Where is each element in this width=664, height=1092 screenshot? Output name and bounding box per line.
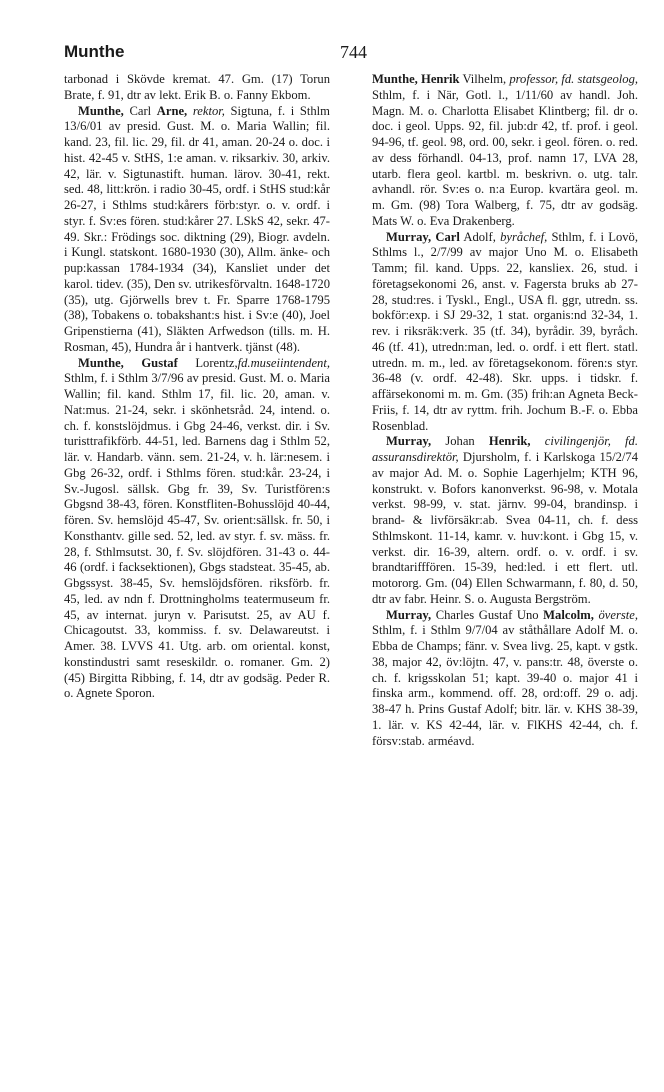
entry-occupation: överste, <box>598 607 638 622</box>
entry-surname: Murray, <box>386 434 432 449</box>
entry-given-names: Adolf, <box>463 229 496 244</box>
left-column <box>64 72 330 702</box>
right-column <box>372 72 638 749</box>
entry-occupation: fd.museiintendent, <box>237 355 330 370</box>
entry-body: Sthlm, f. i Lovö, Sthlms l., 2/7/99 av major Uno M. o. Elisabeth Tamm; fil. kand. Upps. 22, kansliex. 26, stud. i företagsekonomi 26, anst. v. Fagersta bruks ab 27-28, stud:res. i Tyskl., Engl., USA fl. ggr, utredn. ss. bokför:exp. i SJ 29-32, 1 stat. organis:nd 32-34, 1. rev. i riksräk:verk. 35 (tf. 34), byrådir. 39, byråch. 46 (tf. 41), utredn:man, led. o. ordf. i ett flert. statl. utredn. m. m., led. av företagsekonom. fören:s styr. 36-48 (v. ordf. 42-48). Skr. upps. i tidskr. f. affärsekonomi m. m. Gm. (35) frih:an Agneta Beck-Friis, f. 14, dtr av ryttm. frih. Jochum B.-F. o. Ebba Rosenblad. <box>372 229 638 433</box>
entry-body: Djursholm, f. i Karlskoga 15/2/74 av major Ad. M. o. Sophie Lagerhjelm; KTH 96, konstrukt. v. Bofors kanonverkst. 96-98, v. Motala verkst. 98-99, v. stat. järnv. 99-04, brandinsp. i brand- & livförsäkr:ab. Svea 04-11, ch. f. dess Sthlmskont. 11-14, kamr. v. huv:kont. i Gbg 15, v. verkst. dir. 16-39, altern. ordf. o. v. ordf. i sv. brandtarifffören. 15-39, hed:led. i ett flert. utl. motororg. Gm. (04) Ellen Schwarmann, f. 80, d. 50, dtr av fabr. Heinr. S. o. Augusta Bergström. <box>372 450 638 606</box>
entry-munthe-carl-arne <box>64 104 330 356</box>
entry-occupation: civilingenjör, fd. assuransdirektör, <box>372 434 638 464</box>
entry-given-names: Carl Arne, <box>129 103 188 118</box>
entry-munthe-henrik <box>372 72 638 230</box>
entry-murray-johan-henrik <box>372 434 638 607</box>
entry-occupation: byråchef, <box>500 229 548 244</box>
entry-given-name-bold: Henrik <box>421 72 460 86</box>
entry-surname: Munthe, <box>78 103 124 118</box>
entry-surname: Munthe, <box>78 355 124 370</box>
entry-given-name-bold: Malcolm, <box>543 607 594 622</box>
entry-occupation: rektor, <box>192 103 225 118</box>
entry-munthe-gustaf <box>64 356 330 703</box>
entry-occupation: professor, fd. statsgeolog, <box>509 72 639 86</box>
running-header-word: Munthe <box>64 42 125 61</box>
entry-given-names: Charles Gustaf Uno <box>435 607 539 622</box>
entry-surname: Murray, <box>386 607 432 622</box>
entry-body: Sthlm, f. i Sthlm 3/7/96 av presid. Gust. M. o. Maria Wallin; fil. kand. Sthlm 17, fil. lic. 20, aman. v. Nat:mus. 21-24, sekr. i skönhetsråd. 24, intend. o. ch. f. konstslöjdmus. i Gbg 24-46, verkst. dir. i Sv. turisttrafikförb. 44-51, led. Barnens dag i Sthlm 52, lär. v. Handarb. vänn. sem. 21-24, v. h. lär:nesem. i Gbg 26-32, ordf. i Sthlms fören. stud:kår. 23-24, i Sv.-Jugosl. sällsk. Gbg fr. 39, Sv. Turistfören:s Gbgsnd 38-43, fören. Konstfliten-Bohusslöjd 40-44, fören. Sv. hemslöjd 45-47, Sv. orient:sällsk. fr. 50, i Konsthantv. gille sed. 52, led. av styr. f. sv. mäss. fr. 28, f. Sthlmsutst. 30, f. Sv. slöjdfören. 31-43 o. 44-46 (ordf. i facksektionen), Gbgs stadsteat. 35-45, ab. Gbgssyst. 38-45, Sv. hemslöjdsfören. riksförb. fr. 45, led. av ndn f. Drottningholms teatermuseum fr. 45, av internat. juryn v. Parisutst. 25, av AU f. Chicagoutst. 33, kommiss. f. sv. Delawareutst. i Amer. 38. LVVS 41. Utg. arb. om oriental. konst, konstindustri samt reseskildr. o. romaner. Gm. 2) (45) Birgitta Ribbing, f. 14, dtr av godsäg. Peder R. o. Agnete Sporon. <box>64 371 330 701</box>
continued-entry-text: tarbonad i Skövde kremat. 47. Gm. (17) Torun Brate, f. 91, dtr av lekt. Erik B. o. Fanny Ekbom. <box>64 72 330 102</box>
entry-body: Sigtuna, f. i Sthlm 13/6/01 av presid. Gust. M. o. Maria Wallin; fil. kand. 23, fil. lic. 29, fil. dr 41, aman. 20-24 o. doc. i hist. 42-45 v. StHS, 1:e aman. v. riksarkiv. 30, arkiv. 42, lär. v. Sigtunastift. human. lärov. 30-41, rekt. sed. 48, litt:krön. i radio 30-45, ordf. i StHS stud:kår 26-27, i Sthlms stud:kårers förb:styr. o. v. ordf. i styr. f. Sv:es fören. stud:kårer 27. LSkS 42, sekr. 47-49. Skr.: Frödings soc. diktning (29), Biogr. avdeln. i Kungl. statskont. 1680-1930 (30), Allm. änke- och pup:kassan 1784-1934 (34), Kansliet under det karol. tidev. (35), Den sv. utrikesförvaltn. 1648-1720 (35), utg. Gjörwells brev t. Fr. Sparre 1768-1795 (38), Tobakens o. tobakshant:s hist. i Sv:e (40), Joel Gripenstierna (41), Släkten Arfwedson (tills. m. H. Rosman, 45), Hundra år i hantverk. tjänst (48). <box>64 103 330 354</box>
entry-murray-malcolm <box>372 608 638 750</box>
entry-given-names: Johan Henrik, <box>445 434 531 449</box>
entry-given-names: Vilhelm, <box>462 72 507 86</box>
entry-given-names: Lorentz, <box>195 355 238 370</box>
entry-given-name-bold: Gustaf <box>141 355 178 370</box>
entry-given-name-bold: Carl <box>435 229 460 244</box>
entry-body: Sthlm, f. i När, Gotl. l., 1/11/60 av handl. Joh. Magn. M. o. Charlotta Elisabet Klintberg; fil. dr o. doc. i geol. Upps. 92, fil. jub:dr 42, tf. prof. i geol. 94-96, tf. geol. 98, ord. 00, sekr. i geol. fören. o. red. av dess förhandl. 04-13, prof. namn 17, LVA 28, utarb. flera geol. kartbl. m. beskrivn. o. utg. talr. avhandl. rör. Sv:es o. n:a Europ. kvartära geol. m. m. Gm. (98) Tora Walberg, f. 75, dtr av godsäg. Mats W. o. Eva Drakenberg. <box>372 87 638 228</box>
entry-surname: Munthe, <box>372 72 418 86</box>
page-number: 744 <box>340 42 367 62</box>
entry-surname: Murray, <box>386 229 432 244</box>
entry-murray-carl <box>372 230 638 435</box>
entry-body: Sthlm, f. i Sthlm 9/7/04 av ståthållare Adolf M. o. Ebba de Champs; fänr. v. Svea livg. 25, kapt. v gstk. 38, major 42, öv:löjtn. 47, v. pans:tr. 48, överste o. ch. f. krigsskolan 51; kapt. 39-40 o. major 41 i finska arm., kommend. off. 28, ord:off. 29 o. adj. 38-47 h. Prins Gustaf Adolf; bitr. lär. v. KHS 38-39, 1. lär. v. KS 42-44, lär. v. FlKHS 42-44, ch. f. försv:stab. arméavd. <box>372 623 638 748</box>
